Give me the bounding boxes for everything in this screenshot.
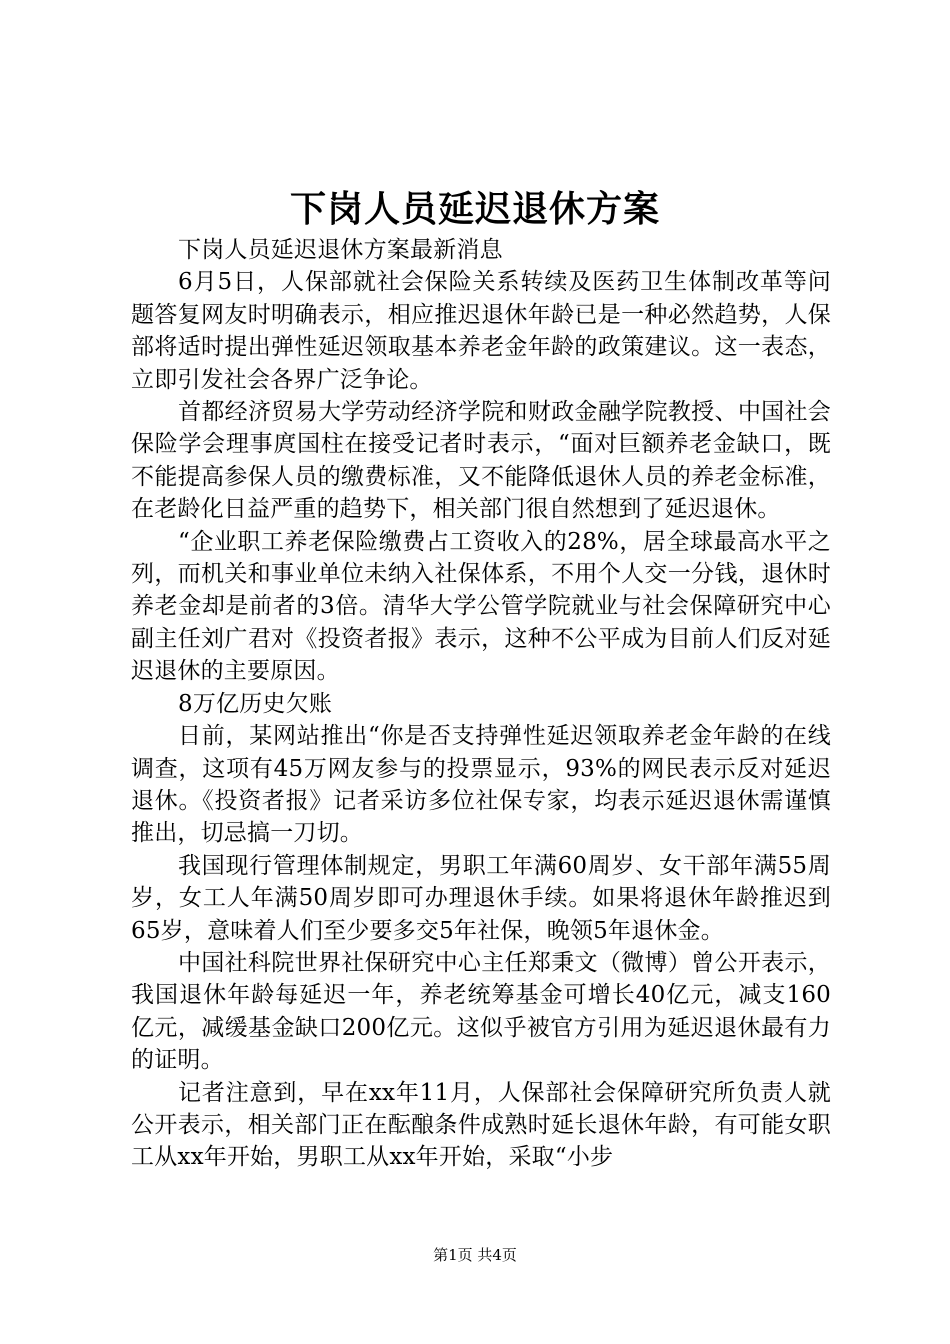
paragraph: “企业职工养老保险缴费占工资收入的28%，居全球最高水平之列，而机关和事业单位未纳入社保体系，不用个人交一分钱，退休时养老金却是前者的3倍。清华大学公管学院就业与社会保障研究中心副主任刘广君对《投资者报》表示，这种不公平成为目前人们反对延迟退休的主要原因。 [131, 528, 831, 685]
paragraph: 首都经济贸易大学劳动经济学院和财政金融学院教授、中国社会保险学会理事庹国柱在接受记者时表示，“面对巨额养老金缺口，既不能提高参保人员的缴费标准，又不能降低退休人员的养老金标准，在老龄化日益严重的趋势下，相关部门很自然想到了延迟退休。 [131, 399, 831, 523]
page-footer: 第1页 共4页 [433, 1246, 517, 1264]
paragraph: 记者注意到，早在xx年11月，人保部社会保障研究所负责人就公开表示，相关部门正在酝酿条件成熟时延长退休年龄，有可能女职工从xx年开始，男职工从xx年开始，采取“小步 [131, 1079, 831, 1171]
subtitle-paragraph: 下岗人员延迟退休方案最新消息 [178, 237, 503, 263]
paragraph: 6月5日，人保部就社会保险关系转续及医药卫生体制改革等问题答复网友时明确表示，相应推迟退休年龄已是一种必然趋势，人保部将适时提出弹性延迟领取基本养老金年龄的政策建议。这一表态，立即引发社会各界广泛争论。 [131, 269, 831, 393]
paragraph: 我国现行管理体制规定，男职工年满60周岁、女干部年满55周岁，女工人年满50周岁即可办理退休手续。如果将退休年龄推迟到65岁，意味着人们至少要多交5年社保，晚领5年退休金。 [131, 852, 831, 944]
paragraph: 中国社科院世界社保研究中心主任郑秉文（微博）曾公开表示，我国退休年龄每延迟一年，养老统筹基金可增长40亿元，减支160亿元，减缓基金缺口200亿元。这似乎被官方引用为延迟退休最有力的证明。 [131, 949, 831, 1074]
section-heading: 8万亿历史欠账 [178, 690, 333, 717]
document-body [131, 234, 831, 1174]
paragraph: 日前，某网站推出“你是否支持弹性延迟领取养老金年龄的在线调查，这项有45万网友参与的投票显示，93%的网民表示反对延迟退休。《投资者报》记者采访多位社保专家，均表示延迟退休需谨慎推出，切忌搞一刀切。 [131, 723, 831, 847]
document-title: 下岗人员延迟退休方案 [289, 188, 660, 230]
